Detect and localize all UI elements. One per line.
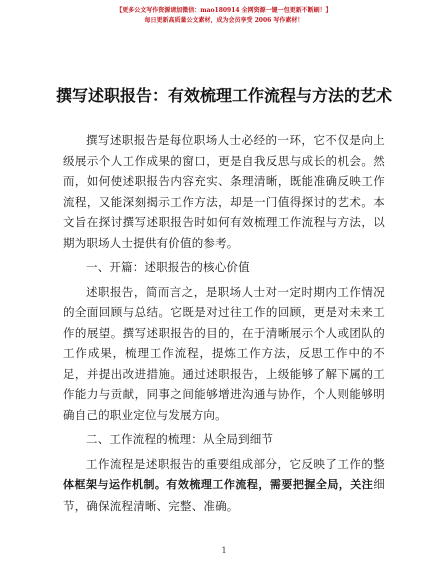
paragraph-core-value: 述职报告，简而言之，是职场人士对一定时期内工作情况的全面回顾与总结。它既是对过往工作的回顾，更是对未来工作的展望。撰写述职报告的目的，在于清晰展示个人或团队的工作成果，梳理工作流程，提炼工作方法，反思工作中的不足，并提出改进措施。通过述职报告，上级能够了解下属的工作能力与贡献，同事之间能够增进沟通与协作，个人则能够明确自己的职业定位与发展方向。	[63, 284, 385, 422]
section-heading-2: 二、工作流程的梳理：从全局到细节	[86, 432, 274, 446]
paragraph-workflow	[63, 454, 385, 517]
promo-banner-line-1: 【更多公文写作资源请加微信：mao180914 全网资源一键一包更新不断刷！】	[116, 7, 332, 14]
section-heading-1: 一、开篇：述职报告的核心价值	[86, 260, 250, 274]
intro-paragraph: 撰写述职报告是每位职场人士必经的一环，它不仅是向上级展示个人工作成果的窗口，更是自我反思与成长的机会。然而，如何使述职报告内容充实、条理清晰，既能准确反映工作流程，又能深刻揭示工作方法，却是一门值得探讨的艺术。本文旨在探讨撰写述职报告时如何有效梳理工作流程与方法，以期为职场人士提供有价值的参考。	[63, 133, 385, 250]
paragraph-workflow-start: 工作流程是述职报告的重要组成部分，它反映了工作的整	[86, 456, 385, 471]
document-body	[63, 130, 385, 520]
paragraph-workflow-emphasis: 体框架与运作机制。有效梳理工作流程，需要把握全局，关注	[63, 478, 374, 491]
page-number: 1	[221, 546, 227, 555]
paragraph-workflow-end: 细节，确保流程清晰、完整、准确。	[63, 477, 385, 513]
document-title: 撰写述职报告：有效梳理工作流程与方法的艺术	[55, 86, 392, 105]
promo-banner-line-2: 每日更新高质量公文素材，成为会员享受 2006 写作素材！	[144, 17, 304, 24]
promo-banner	[0, 6, 448, 26]
